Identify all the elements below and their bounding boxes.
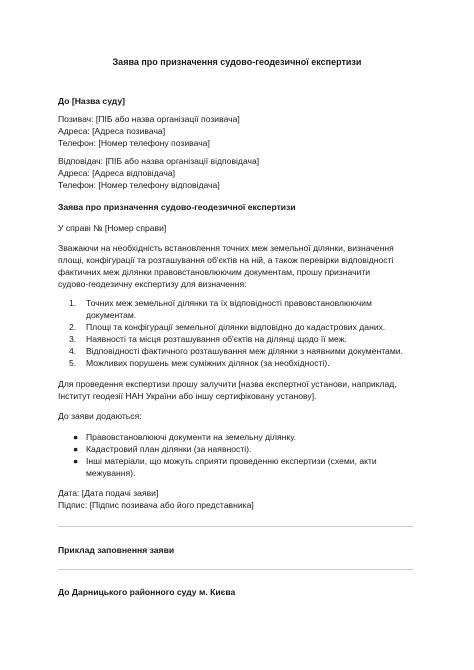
list-number: 1. [69, 298, 77, 308]
institution-paragraph [58, 378, 418, 402]
list-item-text: Кадастровий план ділянки (за наявності). [86, 444, 252, 454]
list-item [58, 321, 418, 333]
intro-line: площі, конфігурації та розташування об'єктів на ній, а також перевірки відповідності [58, 255, 394, 265]
list-number: 3. [69, 334, 77, 344]
bullet-icon: ● [73, 432, 79, 442]
expertise-questions-list [58, 297, 418, 369]
plaintiff-name: Позивач: [ПІБ або назва організації позивача] [58, 114, 240, 124]
example-heading: Приклад заповнення заяви [58, 545, 175, 555]
defendant-name: Відповідач: [ПІБ або назва організації відповідача] [58, 156, 260, 166]
list-item-text: Точних меж земельної ділянки та їх відповідності правовстановлюючим [86, 298, 372, 308]
intro-paragraph [58, 242, 418, 290]
defendant-block [58, 155, 418, 191]
example-court-addressee: До Дарницького районного суду м. Києва [58, 587, 236, 597]
list-item [58, 333, 418, 345]
list-item-text: Інші матеріали, що можуть сприяти проведенню експертизи (схеми, акти [86, 456, 377, 466]
defendant-phone: Телефон: [Номер телефону відповідача] [58, 180, 220, 190]
list-item-text: Можливих порушень меж суміжних ділянок (за необхідності). [86, 358, 330, 368]
list-number: 2. [69, 322, 77, 332]
intro-line: судово-геодезичну експертизу для визначення: [58, 279, 247, 289]
intro-line: фактичних меж ділянки правовстановлюючим документам, прошу призначити [58, 267, 371, 277]
plaintiff-address: Адреса: [Адреса позивача] [58, 126, 166, 136]
institution-line: Для проведення експертизи прошу залучити [назва експертної установи, наприклад, [58, 379, 397, 389]
plaintiff-phone: Телефон: [Номер телефону позивача] [58, 138, 210, 148]
signature-line: Підпис: [Підпис позивача або його представника] [58, 500, 254, 510]
list-item [58, 297, 418, 321]
date-line: Дата: [Дата подачі заяви] [58, 488, 159, 498]
bullet-icon: ● [73, 444, 79, 454]
list-item-text: межування). [86, 468, 136, 478]
list-item [58, 455, 418, 479]
list-item [58, 357, 418, 369]
list-item-text: Відповідності фактичного розташування меж ділянки з наявними документами. [86, 346, 403, 356]
defendant-address: Адреса: [Адреса відповідача] [58, 168, 175, 178]
list-item [58, 443, 418, 455]
attachments-heading: До заяви додаються: [58, 411, 142, 421]
list-item [58, 431, 418, 443]
list-item [58, 345, 418, 357]
divider [58, 569, 413, 570]
document-title: Заява про призначення судово-геодезичної експертизи [112, 57, 362, 67]
bullet-icon: ● [73, 456, 79, 466]
list-item-text: Площі та конфігурації земельної ділянки відповідно до кадастрових даних. [86, 322, 386, 332]
plaintiff-block [58, 113, 418, 149]
list-item-text: Наявності та місця розташування об'єктів на ділянці щодо її меж. [86, 334, 347, 344]
intro-line: Зважаючи на необхідність встановлення точних меж земельної ділянки, визначення [58, 243, 394, 253]
institution-line: Інститут геодезії НАН України або іншу сертифіковану установу]. [58, 391, 317, 401]
divider [58, 526, 413, 527]
list-item-text: Правовстановлюючі документи на земельну ділянку. [86, 432, 297, 442]
attachments-list [58, 431, 418, 479]
list-item-text: документам. [86, 310, 137, 320]
list-number: 5. [69, 358, 77, 368]
list-number: 4. [69, 346, 77, 356]
case-reference: У справі № [Номер справи] [58, 223, 167, 233]
section-heading: Заява про призначення судово-геодезичної експертизи [58, 202, 296, 212]
court-addressee: До [Назва суду] [58, 96, 125, 106]
